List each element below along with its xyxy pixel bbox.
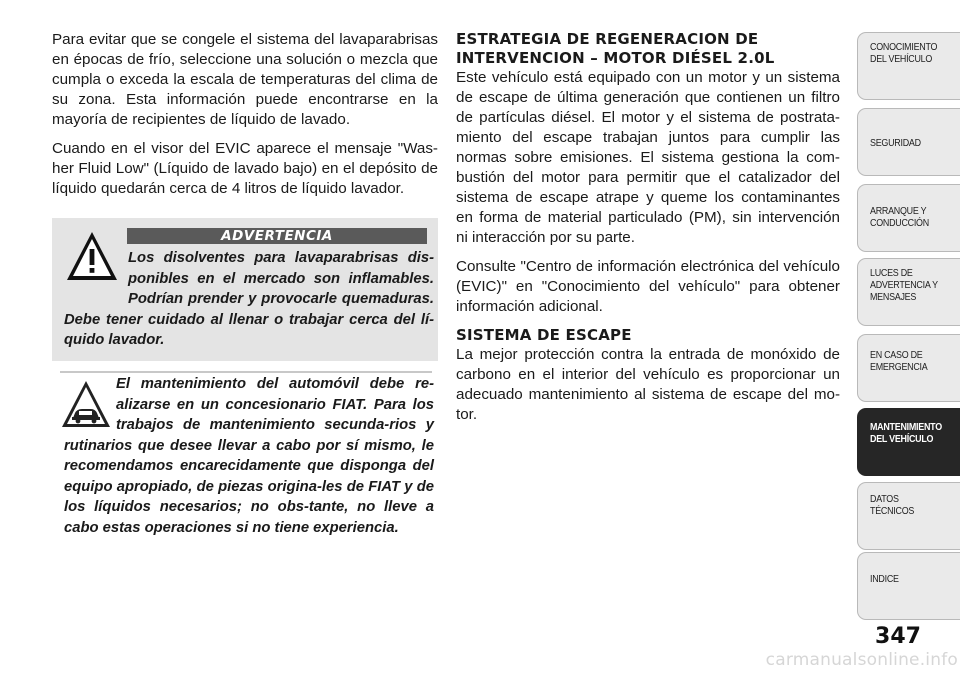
note-divider bbox=[60, 371, 432, 373]
exhaust-system-heading: SISTEMA DE ESCAPE bbox=[456, 326, 632, 344]
page-number: 347 bbox=[875, 624, 921, 649]
tab-datos-tecnicos[interactable]: DATOS TÉCNICOS bbox=[857, 482, 960, 550]
tab-indice[interactable]: INDICE bbox=[857, 552, 960, 620]
right-column bbox=[456, 30, 840, 434]
tab-en-caso-de-emergencia[interactable]: EN CASO DE EMERGENCIA bbox=[857, 334, 960, 402]
note-text: El mantenimiento del automóvil debe re-alizarse en un concesionario FIAT. Para los trabajos de mantenimiento secunda-rios y rutinarios que desee llevar a cabo por sí mismo, le recomendamos encarecidamente que disponga del equipo apropiado, de piezas origina-les de FIAT y de los líquidos necesarios; no obs-tante, no lleve a cabo estas operaciones si no tiene experiencia. bbox=[64, 376, 434, 536]
evic-washer-message-paragraph: Cuando en el visor del EVIC aparece el mensaje "Was-her Fluid Low" (Líquido de lavado bajo) en el depósito de líquido quedarán cerca de 4 litros de líquido lavador. bbox=[52, 140, 438, 197]
evic-reference-paragraph: Consulte "Centro de información electrónica del vehículo (EVIC)" en "Conocimiento del vehículo" para obtener información adicional. bbox=[456, 258, 840, 315]
diesel-filter-paragraph: Este vehículo está equipado con un motor y un sistema de escape de última generación que contienen un filtro de partículas diésel. El motor y el sistema de postrata-miento del escape trabajan juntos para cumplir las normas sobre emisiones. El sistema gestiona la com-bustión del motor para permitir que el catalizador del sistema de escape atrape y queme los contaminantes en forma de material particulado (PM), sin intervención ni interacción por su parte. bbox=[456, 69, 840, 246]
warning-title: ADVERTENCIA bbox=[127, 228, 427, 244]
tab-seguridad[interactable]: SEGURIDAD bbox=[857, 108, 960, 176]
warning-text-container bbox=[64, 248, 434, 351]
warning-text: Los disolventes para lavaparabrisas dis-ponibles en el mercado son inflamables. Podrían prender y provocarle quemaduras. Debe tener cuidado al llenar o trabajar cerca del lí-quido lavador. bbox=[64, 250, 434, 348]
regeneration-strategy-heading: ESTRATEGIA DE REGENERACION DE INTERVENCION – MOTOR DIÉSEL 2.0L bbox=[456, 30, 775, 67]
exhaust-system-paragraph: La mejor protección contra la entrada de monóxido de carbono en el interior del vehículo es proporcionar un adecuado mantenimiento al sistema de escape del mo-tor. bbox=[456, 346, 840, 423]
left-column bbox=[52, 30, 438, 208]
washer-freeze-paragraph: Para evitar que se congele el sistema del lavaparabrisas en épocas de frío, seleccione una solución o mezcla que cumpla o exceda la escala de temperaturas del clima de su zona. Esta información puede encontrarse en la mayoría de recipientes de líquido de lavado. bbox=[52, 31, 438, 128]
tab-mantenimiento-del-vehiculo[interactable]: MANTENIMIENTO DEL VEHÍCULO bbox=[857, 408, 960, 476]
tab-luces-de-advertencia[interactable]: LUCES DE ADVERTENCIA Y MENSAJES bbox=[857, 258, 960, 326]
watermark: carmanualsonline.info bbox=[765, 650, 958, 670]
note-text-container bbox=[64, 374, 434, 538]
tab-conocimiento-del-vehiculo[interactable]: CONOCIMIENTO DEL VEHÍCULO bbox=[857, 32, 960, 100]
tab-arranque-y-conduccion[interactable]: ARRANQUE Y CONDUCCIÓN bbox=[857, 184, 960, 252]
